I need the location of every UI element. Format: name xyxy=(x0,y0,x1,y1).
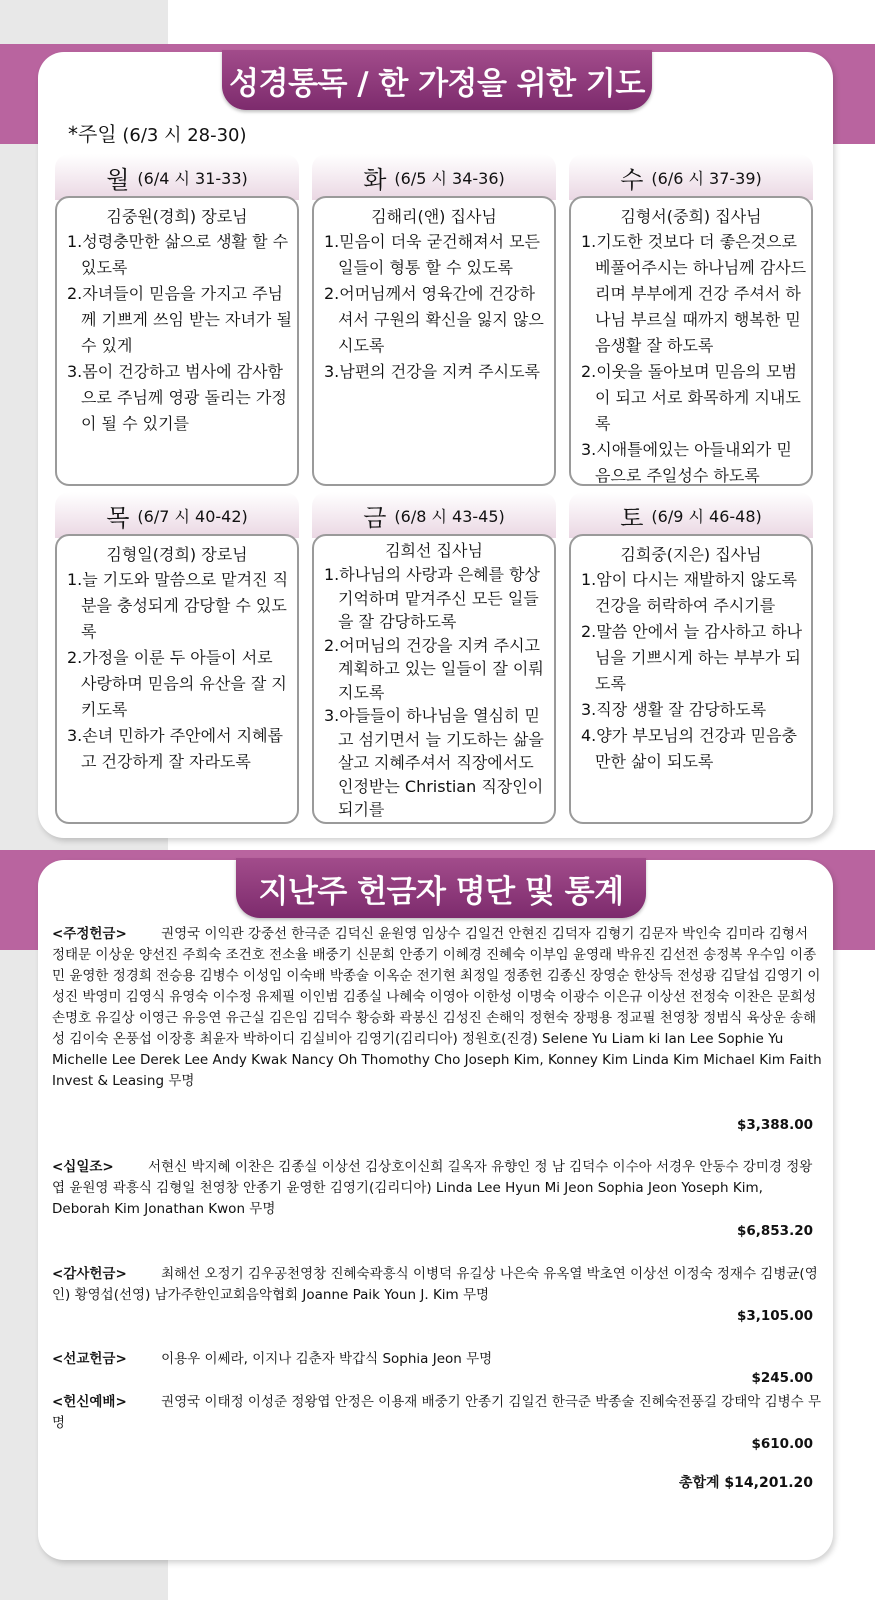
offering-amount: $610.00 xyxy=(751,1436,813,1452)
day-name: 화 xyxy=(363,165,387,194)
day-name: 목 xyxy=(106,503,130,532)
prayer-list xyxy=(571,229,811,489)
day-name: 토 xyxy=(620,503,644,532)
offering-names: 이용우 이쎄라, 이지나 김춘자 박갑식 Sophia Jeon 무명 xyxy=(161,1351,493,1367)
offering-group-tithe xyxy=(52,1157,822,1220)
prayer-item: 3.시애틀에있는 아들내외가 믿음으로 주일성수 하도록 xyxy=(581,440,792,485)
prayer-item: 2.어머님의 건강을 지켜 주시고 계획하고 있는 일들이 잘 이뤄지도록 xyxy=(324,635,544,702)
prayer-item: 3.직장 생활 잘 감당하도록 xyxy=(581,700,767,719)
offering-names: 권영국 이태정 이성준 정왕엽 안정은 이용재 배중기 안종기 김일건 한극준 박종술 진혜숙전풍길 강태악 김병수 무명 xyxy=(52,1394,822,1431)
day-card-thu xyxy=(55,534,299,824)
prayer-item: 2.말씀 안에서 늘 감사하고 하나님을 기쁘시게 하는 부부가 되도록 xyxy=(581,622,803,693)
prayer-list xyxy=(314,229,554,385)
offering-group-dedication xyxy=(52,1392,822,1434)
sunday-reading xyxy=(68,118,247,147)
prayer-person: 김형일(경희) 장로님 xyxy=(106,545,248,564)
offering-amount: $3,105.00 xyxy=(736,1308,813,1324)
prayer-item: 1.늘 기도와 말씀으로 맡겨진 직분을 충성되게 감당할 수 있도록 xyxy=(67,570,289,641)
prayer-list xyxy=(57,229,297,437)
offering-category: <헌신예배> xyxy=(52,1394,127,1410)
day-name: 수 xyxy=(620,165,644,194)
prayer-item: 1.기도한 것보다 더 좋은것으로 베풀어주시는 하나님께 감사드리며 부부에게 건강 주셔서 하나님 부르실 때까지 행복한 믿음생활 잘 하도록 xyxy=(581,232,807,355)
prayer-list xyxy=(314,563,554,822)
day-header-thu xyxy=(55,492,299,538)
total-amount: $14,201.20 xyxy=(724,1475,813,1491)
offering-names: 권영국 이익관 강중선 한극준 김덕신 윤원영 임상수 김일건 안현진 김덕자 김형기 김문자 박인숙 김미라 김형서 정태문 이상운 양선진 주희숙 조건호 전소율 배중기 신문희 안종기 이혜경 진혜숙 이부임 윤영래 박유진 김선전 송정복 우수임 이종민 윤영한 정경희 전승용 김병수 이성임 이숙배 박종술 이옥순 전기현 최정일 정종헌 김종신 장영순 한상득 전성광 김달섭 김영기 이성진 박영미 김영식 유영숙 이수정 유제필 이인범 김종실 나혜숙 이영아 이한성 이명숙 이광수 이은규 이상선 전정숙 이찬은 문희성 손명호 유길상 이영근 유응연 유근실 김은임 김덕수 황승화 곽봉신 김성진 손해익 정현숙 장평용 정교필 천영창 정범식 육상운 송해성 김이숙 온풍섭 이장흥 최윤자 박하이디 김실비아 김영기(김리디아) 정원호(진경) Selene Yu Liam ki Ian Lee Sophie Yu Michelle Lee Derek Lee Andy Kwak Nancy Oh Thomothy Cho Joseph Kim, Konney Kim Linda Kim Michael Kim Faith Invest & Leasing 무명 xyxy=(52,926,822,1089)
prayer-item: 2.가정을 이룬 두 아들이 서로 사랑하며 믿음의 유산을 잘 지키도록 xyxy=(67,648,287,719)
day-reading: (6/5 시 34-36) xyxy=(394,168,505,188)
offering-names: 서현신 박지혜 이찬은 김종실 이상선 김상호이신희 길옥자 유향인 정 남 김덕수 이수아 서경우 안동수 강미경 정왕엽 윤원영 곽흥식 김형일 천영창 안종기 윤영한 김영기(김리디아) Linda Lee Hyun Mi Jeon Sophia Jeon Yoseph Kim, Deborah Kim Jonathan Kwon 무명 xyxy=(52,1159,813,1217)
offering-category: <감사헌금> xyxy=(52,1266,127,1282)
day-reading: (6/8 시 43-45) xyxy=(394,506,505,526)
day-card-fri xyxy=(312,534,556,824)
day-reading: (6/9 시 46-48) xyxy=(651,506,762,526)
day-reading: (6/7 시 40-42) xyxy=(137,506,248,526)
prayer-person: 김해리(앤) 집사님 xyxy=(371,207,497,226)
prayer-list xyxy=(571,567,811,775)
day-card-sat xyxy=(569,534,813,824)
prayer-person: 김형서(중희) 집사님 xyxy=(620,207,762,226)
prayer-item: 1.암이 다시는 재발하지 않도록 건강을 허락하여 주시기를 xyxy=(581,570,797,615)
day-reading: (6/6 시 37-39) xyxy=(651,168,762,188)
prayer-item: 3.남편의 건강을 지켜 주시도록 xyxy=(324,362,540,381)
prayer-person: 김희선 집사님 xyxy=(385,541,483,560)
day-header-mon xyxy=(55,154,299,200)
offering-amount: $3,388.00 xyxy=(736,1117,813,1133)
prayer-item: 3.몸이 건강하고 범사에 감사함으로 주님께 영광 돌리는 가정이 될 수 있기를 xyxy=(67,362,287,433)
prayer-item: 1.하나님의 사랑과 은혜를 항상 기억하며 맡겨주신 모든 일들을 잘 감당하도록 xyxy=(324,565,540,631)
sunday-label: *주일 xyxy=(68,122,117,146)
day-name: 월 xyxy=(106,165,130,194)
day-card-mon xyxy=(55,196,299,486)
offering-names: 최해선 오정기 김우공천영창 진혜숙곽흥식 이병덕 유길상 나은숙 유옥열 박초연 이상선 이정숙 정재수 김병균(영인) 황영섭(선영) 남가주한인교회음악협회 Joanne Paik Youn J. Kim 무명 xyxy=(52,1266,818,1303)
prayer-item: 1.믿음이 더욱 굳건해져서 모든 일들이 형통 할 수 있도록 xyxy=(324,232,540,277)
day-header-fri xyxy=(312,492,556,538)
offering-category: <선교헌금> xyxy=(52,1351,127,1367)
day-card-wed xyxy=(569,196,813,486)
prayer-item: 2.어머님께서 영육간에 건강하셔서 구원의 확신을 잃지 않으시도록 xyxy=(324,284,544,355)
prayer-item: 4.양가 부모님의 건강과 믿음충만한 삶이 되도록 xyxy=(581,726,797,771)
offering-amount: $6,853.20 xyxy=(736,1223,813,1239)
prayer-item: 1.성령충만한 삶으로 생활 할 수 있도록 xyxy=(67,232,289,277)
total-label: 총합계 xyxy=(678,1475,720,1491)
offering-group-mission xyxy=(52,1349,822,1370)
prayer-person: 김중원(경희) 장로님 xyxy=(106,207,248,226)
prayer-item: 2.이웃을 돌아보며 믿음의 모범이 되고 서로 화목하게 지내도록 xyxy=(581,362,801,433)
day-header-sat xyxy=(569,492,813,538)
offering-group-thanks xyxy=(52,1264,822,1306)
offering-title: 지난주 헌금자 명단 및 통계 xyxy=(236,858,646,918)
offering-amount: $245.00 xyxy=(751,1370,813,1386)
prayer-item: 2.자녀들이 믿음을 가지고 주님께 기쁘게 쓰임 받는 자녀가 될 수 있게 xyxy=(67,284,292,355)
day-reading: (6/4 시 31-33) xyxy=(137,168,248,188)
day-name: 금 xyxy=(363,503,387,532)
prayer-list xyxy=(57,567,297,775)
day-header-wed xyxy=(569,154,813,200)
offering-category: <십일조> xyxy=(52,1159,114,1175)
prayer-title: 성경통독 / 한 가정을 위한 기도 xyxy=(222,50,652,110)
prayer-person: 김희중(지은) 집사님 xyxy=(620,545,762,564)
prayer-item: 3.손녀 민하가 주안에서 지혜롭고 건강하게 잘 자라도록 xyxy=(67,726,283,771)
offering-group-sunday xyxy=(52,924,822,1092)
day-header-tue xyxy=(312,154,556,200)
prayer-item: 3.아들들이 하나님을 열심히 믿고 섬기면서 늘 기도하는 삶을 살고 지혜주셔서 직장에서도 인정받는 Christian 직장인이 되기를 xyxy=(324,706,544,819)
day-card-tue xyxy=(312,196,556,486)
offering-category: <주정헌금> xyxy=(52,926,127,942)
sunday-reading-range: (6/3 시 28-30) xyxy=(122,125,247,146)
offering-total xyxy=(679,1472,813,1492)
